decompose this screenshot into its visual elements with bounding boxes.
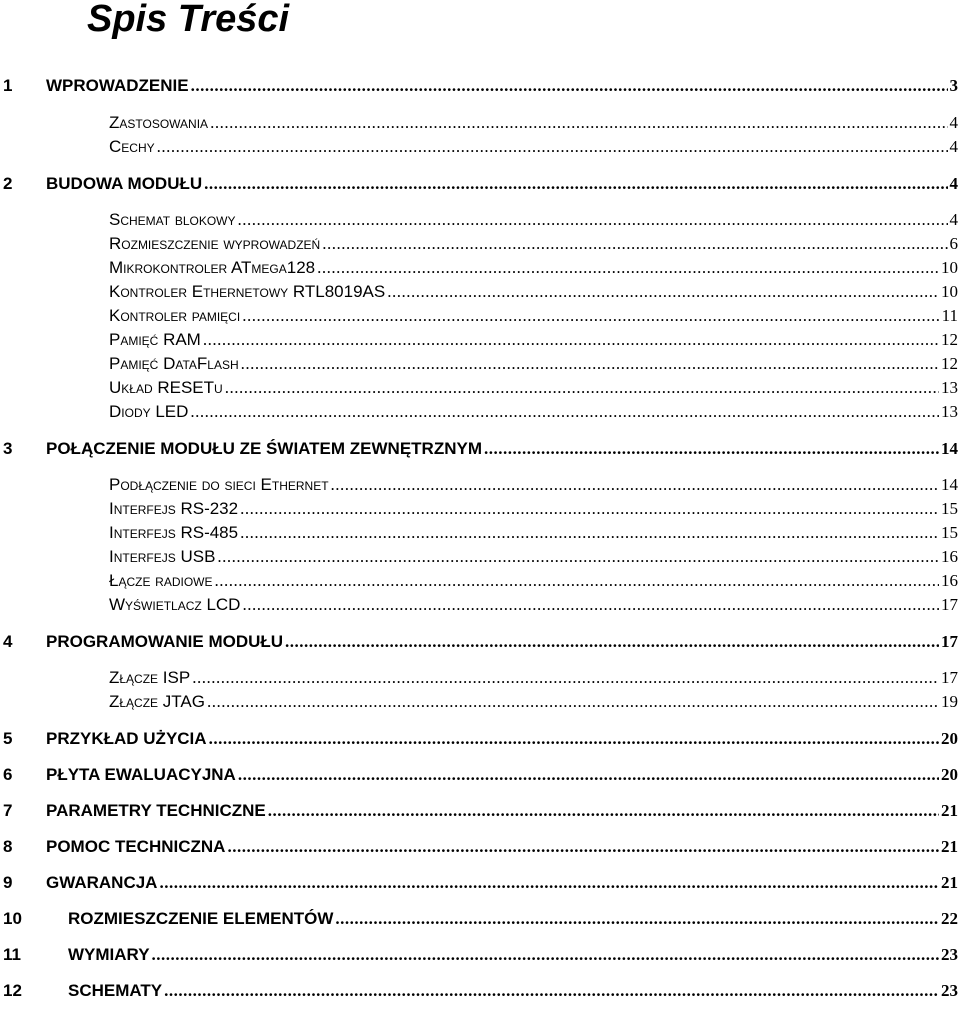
toc-leader-dots [152,945,939,965]
toc-entry-label: PROGRAMOWANIE MODUŁU [46,632,284,651]
toc-leader-dots [331,475,939,495]
toc-entry-page: 10 [941,282,958,301]
toc-entry-number: 5 [3,729,13,748]
toc-entry[interactable] [0,306,960,326]
toc-leader-dots [207,692,939,712]
toc-entry-label: BUDOWA MODUŁU [46,174,203,193]
toc-entry[interactable] [0,258,960,278]
toc-entry-page: 19 [941,692,958,711]
toc-entry[interactable] [0,945,960,965]
toc-entry-label: Cechy [109,137,155,156]
toc-entry[interactable] [0,547,960,567]
toc-entry-label: WPROWADZENIE [46,76,189,95]
toc-entry-page: 21 [941,801,958,820]
toc-entry[interactable] [0,439,960,459]
toc-entry-label: Interfejs USB [109,547,216,566]
toc-entry-page: 13 [941,378,958,397]
toc-entry-label: SCHEMATY [68,981,163,1000]
toc-leader-dots [215,571,939,591]
toc-entry-number: 6 [3,765,13,784]
toc-entry-number: 1 [3,76,13,95]
toc-entry[interactable] [0,210,960,230]
toc-leader-dots [157,137,948,157]
toc-entry[interactable] [0,76,960,96]
toc-entry[interactable] [0,113,960,133]
toc-entry-page: 10 [941,258,958,277]
toc-entry[interactable] [0,981,960,1001]
toc-leader-dots [322,234,947,254]
toc-entry-label: Kontroler pamięci [109,306,241,325]
toc-entry-page: 15 [941,499,958,518]
toc-entry[interactable] [0,571,960,591]
toc-entry-label: ROZMIESZCZENIE ELEMENTÓW [68,909,334,928]
toc-entry[interactable] [0,909,960,929]
page-title: Spis Treści [87,0,290,40]
toc-leader-dots [164,981,939,1001]
toc-entry-page: 4 [949,174,958,193]
toc-entry-page: 17 [941,632,958,651]
toc-entry-label: Łącze radiowe [109,571,213,590]
toc-entry-label: Schemat blokowy [109,210,236,229]
toc-leader-dots [203,330,939,350]
toc-entry-number: 8 [3,837,13,856]
toc-leader-dots [225,378,939,398]
toc-entry-number: 12 [3,981,22,1000]
toc-entry-page: 21 [941,873,958,892]
toc-entry[interactable] [0,174,960,194]
toc-entry[interactable] [0,354,960,374]
toc-leader-dots [335,909,939,929]
toc-entry-number: 10 [3,909,22,928]
toc-entry-label: PARAMETRY TECHNICZNE [46,801,266,820]
toc-entry-label: GWARANCJA [46,873,158,892]
toc-leader-dots [285,632,939,652]
toc-entry-label: Rozmieszczenie wyprowadzeń [109,234,321,253]
toc-entry-page: 21 [941,837,958,856]
toc-entry-page: 4 [949,137,958,156]
toc-leader-dots [240,499,939,519]
toc-entry-label: Wyświetlacz LCD [109,595,241,614]
toc-entry-number: 3 [3,439,13,458]
toc-entry-number: 9 [3,873,13,892]
toc-leader-dots [191,76,948,96]
toc-leader-dots [227,837,939,857]
toc-leader-dots [240,523,939,543]
toc-leader-dots [268,801,939,821]
toc-leader-dots [190,402,939,422]
toc-entry[interactable] [0,330,960,350]
toc-leader-dots [242,595,939,615]
toc-entry-label: Złącze ISP [109,668,191,687]
toc-entry-label: POMOC TECHNICZNA [46,837,226,856]
toc-entry-number: 4 [3,632,13,651]
toc-entry-page: 22 [941,909,958,928]
toc-entry[interactable] [0,137,960,157]
toc-entry-page: 23 [941,945,958,964]
toc-entry-label: WYMIARY [68,945,150,964]
toc-entry-number: 7 [3,801,13,820]
toc-entry-page: 16 [941,547,958,566]
toc-entry-page: 13 [941,402,958,421]
toc-entry-page: 12 [941,330,958,349]
toc-entry[interactable] [0,765,960,785]
toc-leader-dots [238,210,948,230]
toc-entry-number: 11 [3,945,21,964]
toc-leader-dots [317,258,939,278]
toc-entry-label: Pamięć DataFlash [109,354,239,373]
toc-entry[interactable] [0,873,960,893]
toc-entry[interactable] [0,837,960,857]
toc-leader-dots [209,729,939,749]
toc-entry[interactable] [0,282,960,302]
toc-leader-dots [210,113,947,133]
toc-entry-page: 4 [949,210,958,229]
toc-entry-page: 12 [941,354,958,373]
toc-entry-label: Podłączenie do sieci Ethernet [109,475,329,494]
toc-entry-page: 11 [941,306,958,325]
toc-entry[interactable] [0,668,960,688]
toc-entry-label: PRZYKŁAD UŻYCIA [46,729,207,748]
toc-leader-dots [192,668,939,688]
toc-leader-dots [217,547,939,567]
toc-entry-number: 2 [3,174,13,193]
toc-entry-label: Złącze JTAG [109,692,205,711]
toc-leader-dots [241,354,939,374]
toc-entry-page: 6 [949,234,958,253]
toc-entry[interactable] [0,595,960,615]
toc-entry[interactable] [0,632,960,652]
toc-entry[interactable] [0,729,960,749]
toc-entry-label: Kontroler Ethernetowy RTL8019AS [109,282,386,301]
toc-entry[interactable] [0,692,960,712]
toc-entry-label: Interfejs RS-485 [109,523,239,542]
toc-entry-label: Mikrokontroler ATmega128 [109,258,316,277]
toc-entry-page: 23 [941,981,958,1000]
toc-entry[interactable] [0,523,960,543]
toc-entry-label: Zastosowania [109,113,209,132]
toc-entry[interactable] [0,475,960,495]
toc-entry-page: 3 [949,76,958,95]
toc-entry-label: Pamięć RAM [109,330,201,349]
toc-leader-dots [387,282,939,302]
toc-entry-page: 17 [941,595,958,614]
toc-entry-page: 20 [941,729,958,748]
toc-leader-dots [204,174,947,194]
toc-entry[interactable] [0,378,960,398]
toc-entry-label: Interfejs RS-232 [109,499,239,518]
toc-entry[interactable] [0,234,960,254]
toc-entry[interactable] [0,801,960,821]
toc-entry-label: Diody LED [109,402,189,421]
toc-entry-page: 4 [949,113,958,132]
toc-entry-page: 14 [941,475,958,494]
toc-entry-label: POŁĄCZENIE MODUŁU ZE ŚWIATEM ZEWNĘTRZNYM [46,439,482,458]
toc-leader-dots [238,765,939,785]
toc-entry-page: 16 [941,571,958,590]
toc-entry-page: 20 [941,765,958,784]
toc-entry-label: PŁYTA EWALUACYJNA [46,765,236,784]
toc-leader-dots [242,306,939,326]
toc-leader-dots [159,873,939,893]
toc-entry-label: Układ RESETu [109,378,223,397]
toc-entry[interactable] [0,402,960,422]
toc-entry-page: 14 [941,439,958,458]
toc-entry-page: 17 [941,668,958,687]
toc-entry[interactable] [0,499,960,519]
toc-leader-dots [484,439,939,459]
toc-entry-page: 15 [941,523,958,542]
